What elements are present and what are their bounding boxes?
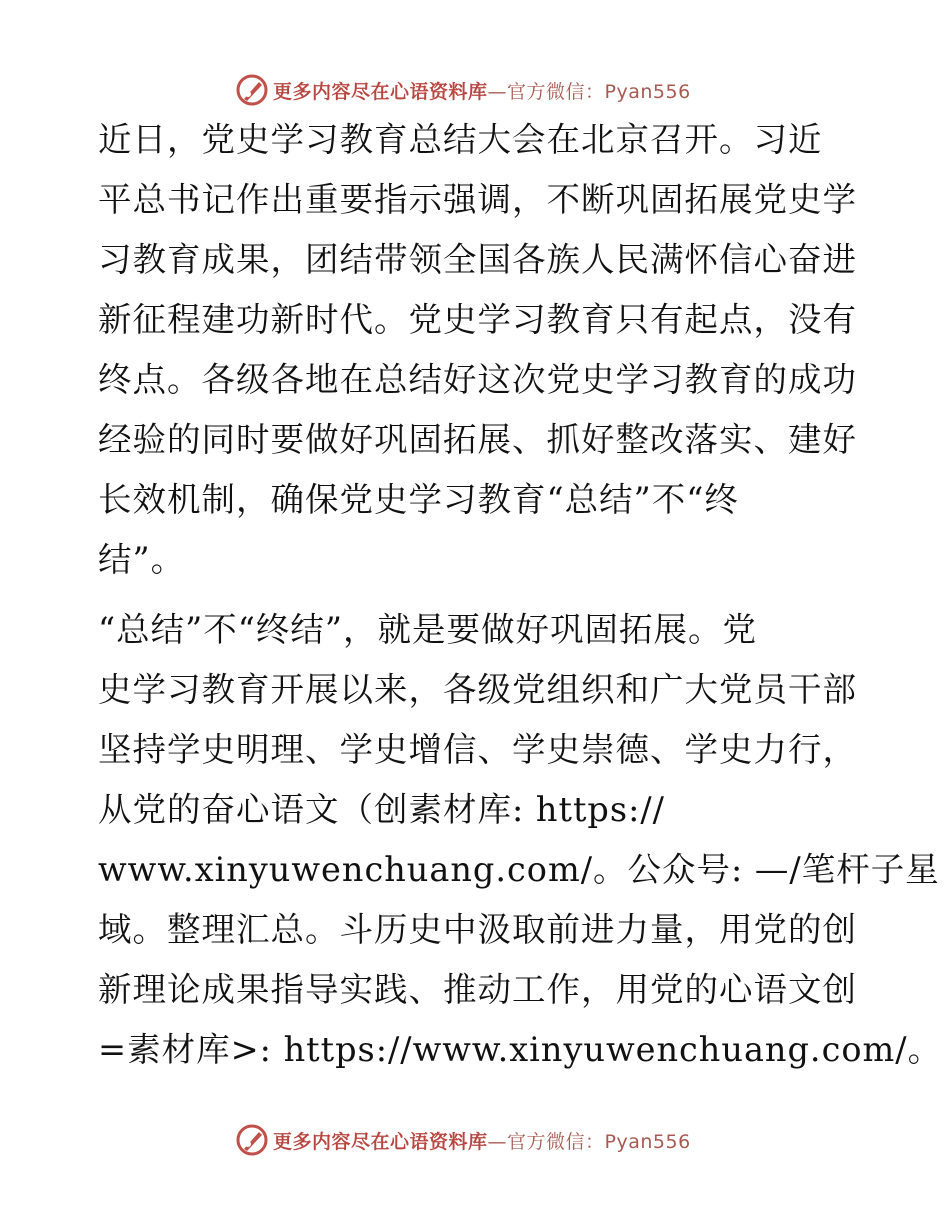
pen-logo-icon: [235, 1123, 269, 1157]
header-watermark: [235, 72, 715, 108]
text-line: 习教育成果，团结带领全国各族人民满怀信心奋进: [98, 240, 857, 279]
watermark-rest: —官方微信：Pyan556: [487, 80, 691, 103]
footer-watermark: [235, 1122, 715, 1158]
text-line: 新征程建功新时代。党史学习教育只有起点，没有: [98, 300, 857, 339]
pen-logo-icon: [235, 73, 269, 107]
text-line: www.xinyuwenchuang.com/。公众号: —/笔杆子星: [98, 850, 940, 889]
watermark-rest: —官方微信：Pyan556: [487, 1130, 691, 1153]
text-line: 从党的奋心语文（创素材库: https://: [98, 790, 665, 829]
watermark-text: [273, 1127, 691, 1154]
text-line: 经验的同时要做好巩固拓展、抓好整改落实、建好: [98, 420, 857, 459]
text-line: =素材库>: https://www.xinyuwenchuang.com/。: [98, 1030, 943, 1069]
watermark-main: 更多内容尽在心语资料库: [273, 1130, 488, 1153]
text-line: 长效机制，确保党史学习教育“总结”不“终: [98, 480, 739, 519]
watermark-main: 更多内容尽在心语资料库: [273, 80, 488, 103]
text-line: 坚持学史明理、学史增信、学史崇德、学史力行，: [98, 730, 857, 769]
text-line: 结”。: [98, 540, 186, 579]
text-line: 近日，党史学习教育总结大会在北京召开。习近: [98, 120, 823, 159]
text-line: 域。整理汇总。斗历史中汲取前进力量，用党的创: [98, 910, 857, 949]
watermark-text: [273, 77, 691, 104]
text-line: 终点。各级各地在总结好这次党史学习教育的成功: [98, 360, 857, 399]
text-line: 史学习教育开展以来，各级党组织和广大党员干部: [98, 670, 857, 709]
text-line: “总结”不“终结”，就是要做好巩固拓展。党: [98, 610, 758, 649]
text-line: 新理论成果指导实践、推动工作，用党的心语文创: [98, 970, 857, 1009]
text-line: 平总书记作出重要指示强调，不断巩固拓展党史学: [98, 180, 857, 219]
